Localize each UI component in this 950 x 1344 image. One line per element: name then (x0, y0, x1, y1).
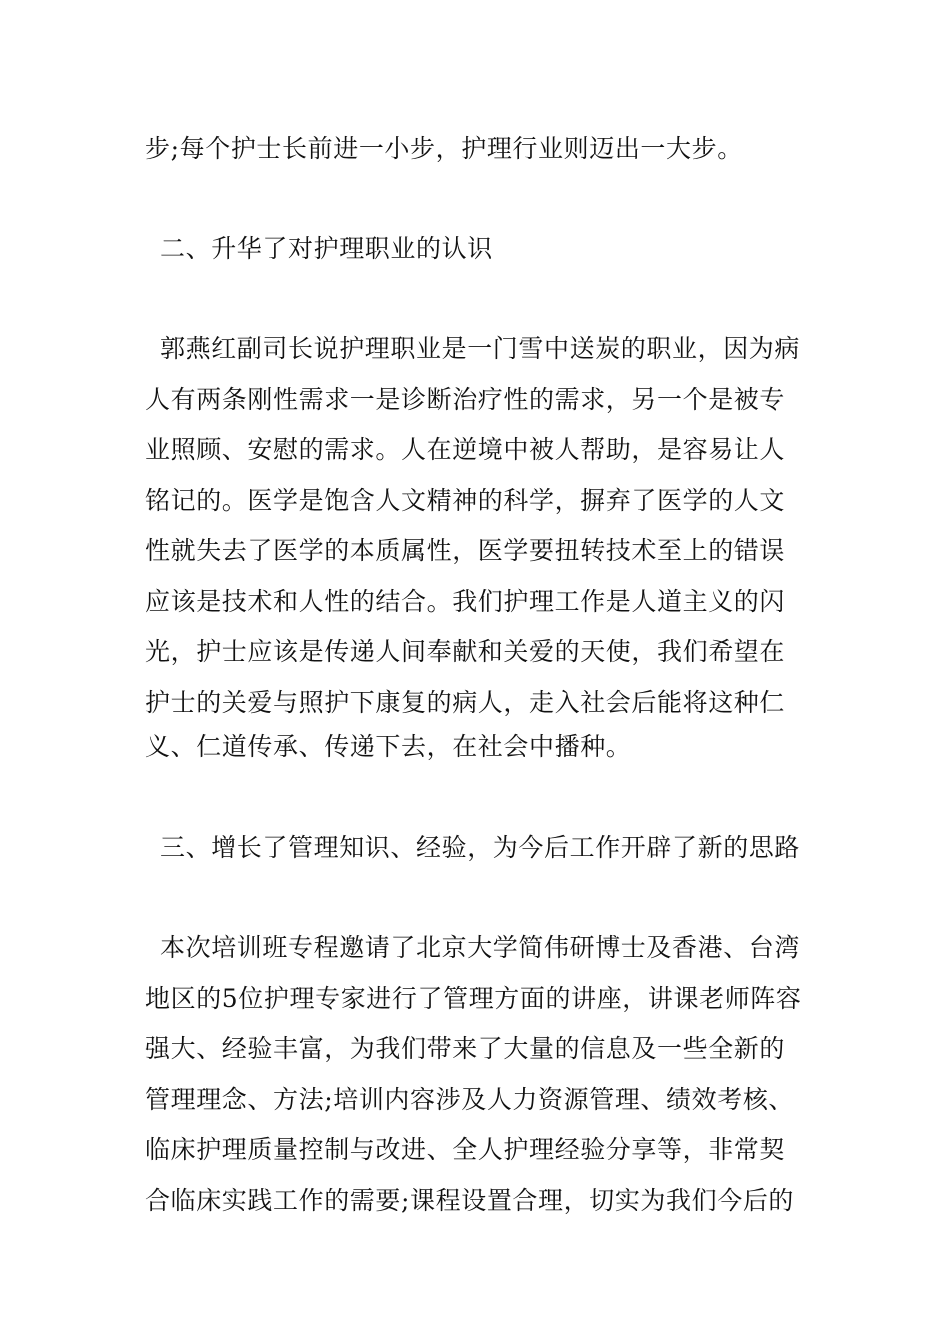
paragraph-line: 临床护理质量控制与改进、全人护理经验分享等，非常契 (145, 1135, 786, 1164)
paragraph-line: 郭燕红副司长说护理职业是一门雪中送炭的职业，因为病 (160, 334, 801, 363)
section-heading: 二、升华了对护理职业的认识 (160, 234, 493, 263)
paragraph-line: 管理理念、方法;培训内容涉及人力资源管理、绩效考核、 (145, 1085, 795, 1114)
paragraph-line: 步;每个护士长前进一小步，护理行业则迈出一大步。 (145, 134, 743, 163)
paragraph-line: 地区的5位护理专家进行了管理方面的讲座，讲课老师阵容 (145, 984, 802, 1013)
paragraph-line: 本次培训班专程邀请了北京大学简伟研博士及香港、台湾 (160, 933, 801, 962)
paragraph-line: 护士的关爱与照护下康复的病人，走入社会后能将这种仁 (145, 688, 786, 717)
paragraph-line: 义、仁道传承、传递下去，在社会中播种。 (145, 732, 632, 761)
paragraph-line: 应该是技术和人性的结合。我们护理工作是人道主义的闪 (145, 587, 786, 616)
paragraph-line: 性就失去了医学的本质属性，医学要扭转技术至上的错误 (145, 536, 786, 565)
paragraph-line: 合临床实践工作的需要;课程设置合理，切实为我们今后的 (145, 1186, 795, 1215)
paragraph-line: 光，护士应该是传递人间奉献和关爱的天使，我们希望在 (145, 637, 786, 666)
paragraph-line: 铭记的。医学是饱含人文精神的科学，摒弃了医学的人文 (145, 486, 786, 515)
paragraph-line: 业照顾、安慰的需求。人在逆境中被人帮助，是容易让人 (145, 435, 786, 464)
paragraph-line: 人有两条刚性需求一是诊断治疗性的需求，另一个是被专 (145, 385, 786, 414)
paragraph-line: 强大、经验丰富，为我们带来了大量的信息及一些全新的 (145, 1034, 786, 1063)
section-heading: 三、增长了管理知识、经验，为今后工作开辟了新的思路 (160, 833, 801, 862)
